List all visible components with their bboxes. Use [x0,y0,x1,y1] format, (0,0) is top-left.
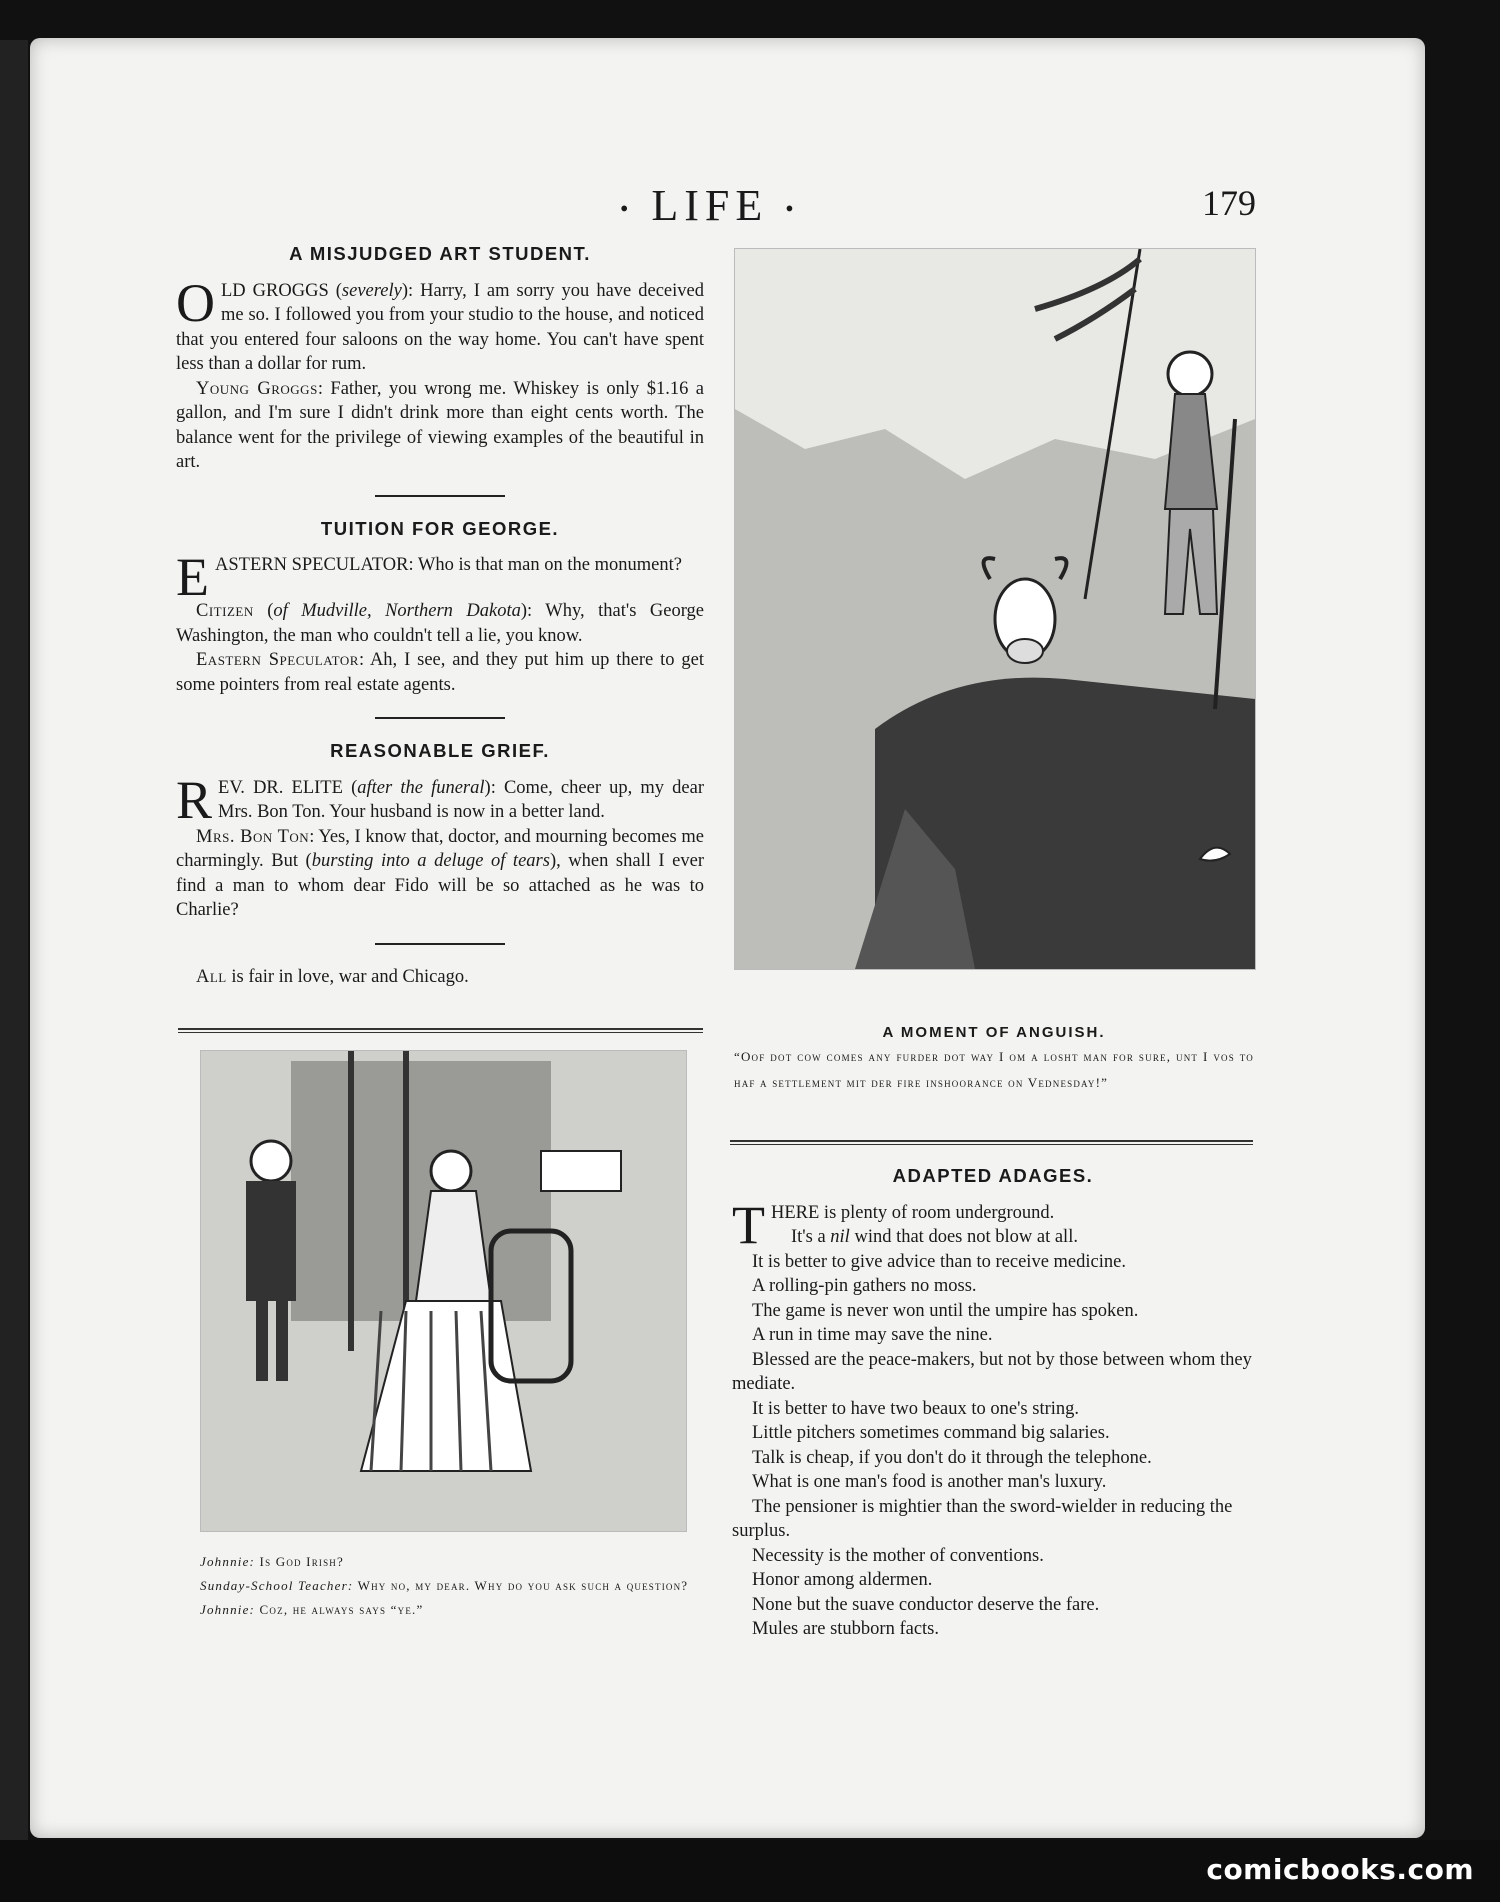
sunday-caption [200,1550,700,1622]
tuition-p1: EASTERN SPECULATOR: Who is that man on the monument? [176,547,682,607]
adage-line: Honor among aldermen. [752,1570,933,1590]
cow-caption-title: A MOMENT OF ANGUISH. [882,1024,1106,1041]
heading-tuition: TUITION FOR GEORGE. [320,517,560,539]
heading-grief: REASONABLE GRIEF. [330,740,550,761]
divider [375,943,505,945]
section-rule-right [730,1140,1253,1145]
adage-line: A run in time may save the nine. [752,1325,993,1345]
tuition-p2: Citizen (of Mudville, Northern Dakota): Why, that's George Washington, the man who couldn't tell a lie, you know. [176,601,704,646]
grief-p1: REV. DR. ELITE (after the funeral): Come, cheer up, my dear Mrs. Bon Ton. Your husband is now in a better land. [176,769,705,830]
divider [375,495,505,497]
adage-line: Necessity is the mother of conventions. [752,1545,1044,1566]
adage-list [732,1250,1254,1642]
sunday-school-drawing [201,1051,686,1531]
divider [375,717,505,719]
heading-misjudged: A MISJUDGED ART STUDENT. [289,243,591,264]
adage-line: Mules are stubborn facts. [752,1619,940,1639]
adage-line: Blessed are the peace-makers, but not by those between whom they mediate. [732,1349,1252,1394]
sunday-caption-line2: Sunday-School Teacher: Why no, my dear. Why do you ask such a question? [200,1578,689,1593]
adage-line: Talk is cheap, if you don't do it through the telephone. [752,1447,1152,1468]
aphorism: All is fair in love, war and Chicago. [196,966,469,987]
adage-line: It is better to have two beaux to one's string. [752,1398,1080,1419]
grief-p2: Mrs. Bon Ton: Yes, I know that, doctor, and mourning becomes me charmingly. But (bursting into a deluge of tears), when shall I ever find a man to whom dear Fido will be so attached as he was to Charlie? [176,826,704,920]
sunday-caption-line1: Johnnie: Is God Irish? [200,1554,344,1569]
adage-line: Little pitchers sometimes command big salaries. [752,1423,1110,1443]
masthead: • LIFE • [620,181,800,230]
section-rule-left [178,1028,703,1033]
cow-caption-text: “Oof dot cow comes any furder dot way I om a losht man for sure, unt I vos to haf a settlement mit der fire inshoorance on Vednesday!” [734,1049,1254,1090]
binding-edge [0,40,28,1840]
masthead-title: LIFE [651,181,769,230]
left-column [176,242,704,989]
misjudged-p2: Young Groggs: Father, you wrong me. Whiskey is only $1.16 a gallon, and I'm sure I didn't drink more than eight cents worth. The balance went for the privilege of viewing examples of the beautiful in art. [176,378,705,472]
sunday-caption-line3: Johnnie: Coz, he always says “ye.” [200,1602,424,1617]
adage-first: THERE is plenty of room underground. [732,1194,1055,1255]
heading-adages: ADAPTED ADAGES. [892,1165,1094,1186]
tuition-p3: Eastern Speculator: Ah, I see, and they put him up there to get some pointers from real estate agents. [176,650,704,695]
page-number: 179 [1202,183,1256,223]
adage-line: It is better to give advice than to receive medicine. [752,1251,1126,1272]
adage-line: The pensioner is mightier than the sword-wielder in reducing the surplus. [732,1496,1233,1541]
illustration-sunday-school [200,1050,687,1532]
adage-line: None but the suave conductor deserve the fare. [752,1594,1100,1615]
adage-line: A rolling-pin gathers no moss. [752,1276,977,1296]
adages-column [732,1164,1254,1642]
watermark: comicbooks.com [1206,1853,1474,1886]
misjudged-p1: OLD GROGGS (severely): Harry, I am sorry you have deceived me so. I followed you from your studio to the house, and noticed that you entered four saloons on the way home. You can't have spent less than a dollar for rum. [176,272,704,374]
cow-cliff-drawing [735,249,1255,969]
adage-line: What is one man's food is another man's luxury. [752,1472,1107,1492]
adage-second: It's a nil wind that does not blow at all. [791,1227,1078,1247]
illustration-cow-cliff [734,248,1256,970]
adage-line: The game is never won until the umpire has spoken. [752,1300,1139,1321]
